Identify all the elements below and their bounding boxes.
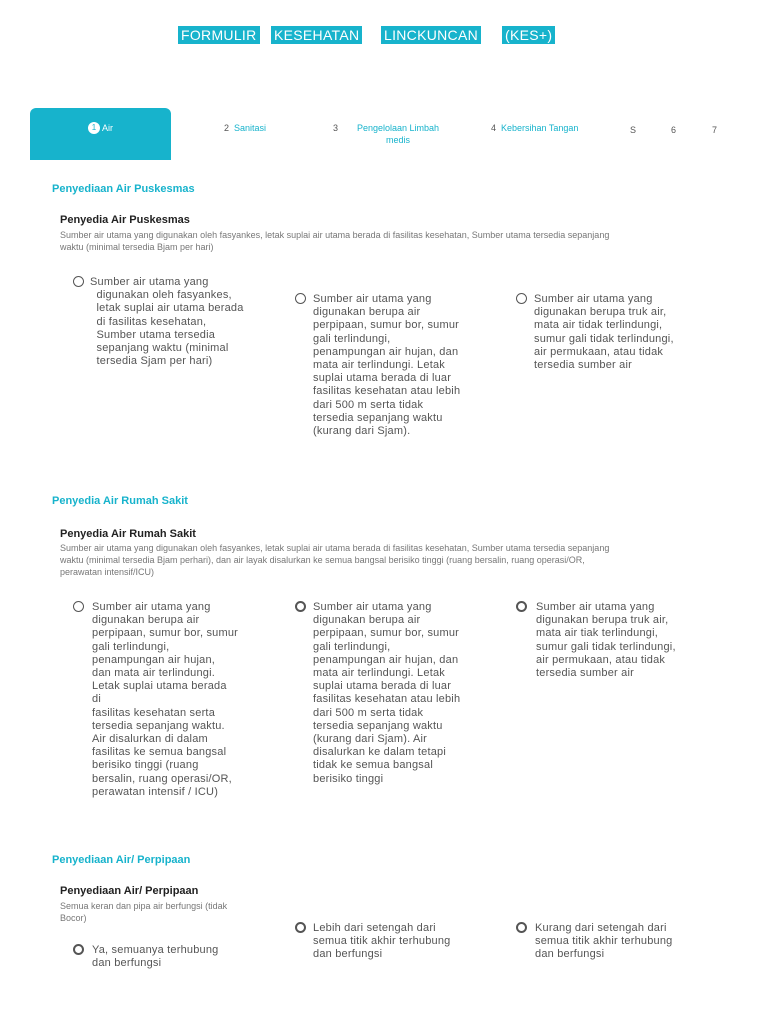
radio-option-label: Ya, semuanya terhubung dan berfungsi	[92, 944, 219, 970]
question-description: Semua keran dan pipa air berfungsi (tidak Bocor)	[60, 901, 228, 923]
radio-option-label: Sumber air utama yang digunakan berupa air perpipaan, sumur bor, sumur gali terlindungi, penampungan air hujan, dan mata air terlindungi. Letak suplai utama berada di fasilitas kesehatan serta tersedia sepanjang waktu. Air disalurkan di dalam fasilitas ke semua bangsal berisiko tinggi (ruang bersalin, ruang operasi/OR, perawatan intensif / ICU)	[92, 601, 239, 798]
question-title: Penyediaan Air/ Perpipaan	[60, 885, 199, 897]
step-tab-7[interactable]	[712, 124, 717, 136]
section-title: Penyediaan Air/ Perpipaan	[52, 854, 191, 866]
form-title-word-4: (KES+)	[502, 26, 555, 44]
step-number: 2	[224, 123, 230, 133]
step-tab-air[interactable]	[30, 108, 171, 160]
step-number: 6	[671, 125, 677, 135]
form-title-word-3: LINCKUNCAN	[381, 26, 481, 44]
radio-option-label: Kurang dari setengah dari semua titik akhir terhubung dan berfungsi	[535, 922, 673, 961]
radio-circle-icon[interactable]	[516, 601, 527, 612]
step-number: 7	[712, 125, 718, 135]
step-tab-limbah-number[interactable]	[333, 122, 343, 134]
radio-option-label: Sumber air utama yang digunakan berupa air perpipaan, sumur bor, sumur gali terlindungi, penampungan air hujan, dan mata air terlindungi. Letak suplai utama berada di luar fasilitas kesehatan atau lebih dari 500 m serta tidak tersedia sepanjang waktu (kurang dari Sjam). Air disalurkan ke dalam tetapi tidak ke semua bangsal berisiko tinggi	[313, 601, 461, 785]
step-number-badge: 1	[88, 122, 100, 134]
question-description: Sumber air utama yang digunakan oleh fasyankes, letak suplai air utama berada di fasilitas kesehatan, Sumber utama tersedia sepanjang waktu (minimal tersedia Bjam per hari)	[60, 230, 610, 252]
radio-option-label: Lebih dari setengah dari semua titik akhir terhubung dan berfungsi	[313, 922, 451, 961]
form-title-word-1: FORMULIR	[178, 26, 260, 44]
step-tab-6[interactable]	[671, 124, 676, 136]
step-number: 3	[333, 123, 339, 133]
radio-option-label: Sumber air utama yang digunakan berupa truk air, mata air tiak terlindungi, sumur gali tidak terlindungi, air permukaan, atau tidak tersedia sumber air	[536, 601, 676, 680]
radio-circle-icon[interactable]	[516, 922, 527, 933]
step-tab-sanitasi[interactable]	[224, 122, 266, 134]
radio-circle-icon[interactable]	[295, 601, 306, 612]
section-title: Penyediaan Air Puskesmas	[52, 183, 195, 195]
radio-circle-icon[interactable]	[295, 293, 306, 304]
radio-circle-icon[interactable]	[73, 944, 84, 955]
radio-circle-icon[interactable]	[73, 276, 84, 287]
radio-circle-icon[interactable]	[295, 922, 306, 933]
step-number: S	[630, 125, 637, 135]
question-description: Sumber air utama yang digunakan oleh fasyankes, letak suplai air utama berada di fasilitas kesehatan, Sumber utama tersedia sepanjang waktu (minimal tersedia Bjam perhari), dan air layak disalurkan ke semua bangsal berisiko tinggi (ruang bersalin, ruang operasi/OR, perawatan intensif/ICU)	[60, 543, 610, 577]
radio-circle-icon[interactable]	[516, 293, 527, 304]
step-tab-kebersihan-tangan[interactable]	[491, 122, 578, 134]
step-label: Sanitasi	[234, 123, 267, 133]
radio-option-label: Sumber air utama yang digunakan berupa truk air, mata air tidak terlindungi, sumur gali tidak terlindungi, air permukaan, atau tidak tersedia sumber air	[534, 293, 674, 372]
step-label: Air	[102, 123, 113, 133]
form-title-word-2: KESEHATAN	[271, 26, 362, 44]
radio-option-label: Sumber air utama yang digunakan oleh fasyankes, letak suplai air utama berada di fasilitas kesehatan, Sumber utama tersedia sepanjang waktu (minimal tersedia Sjam per hari)	[90, 276, 244, 368]
radio-option-label: Sumber air utama yang digunakan berupa air perpipaan, sumur bor, sumur gali terlindungi, penampungan air hujan, dan mata air terlindungi. Letak suplai utama berada di luar fasilitas kesehatan atau lebih dari 500 m serta tidak tersedia sepanjang waktu (kurang dari Sjam).	[313, 293, 461, 438]
step-number: 4	[491, 123, 497, 133]
section-title: Penyedia Air Rumah Sakit	[52, 495, 188, 507]
radio-circle-icon[interactable]	[73, 601, 84, 612]
question-title: Penyedia Air Puskesmas	[60, 214, 190, 226]
step-tab-5[interactable]	[630, 124, 636, 136]
question-title: Penyedia Air Rumah Sakit	[60, 528, 196, 540]
step-tab-limbah[interactable]: Pengelolaan Limbah medis	[356, 123, 440, 145]
step-label: Kebersihan Tangan	[501, 123, 579, 133]
